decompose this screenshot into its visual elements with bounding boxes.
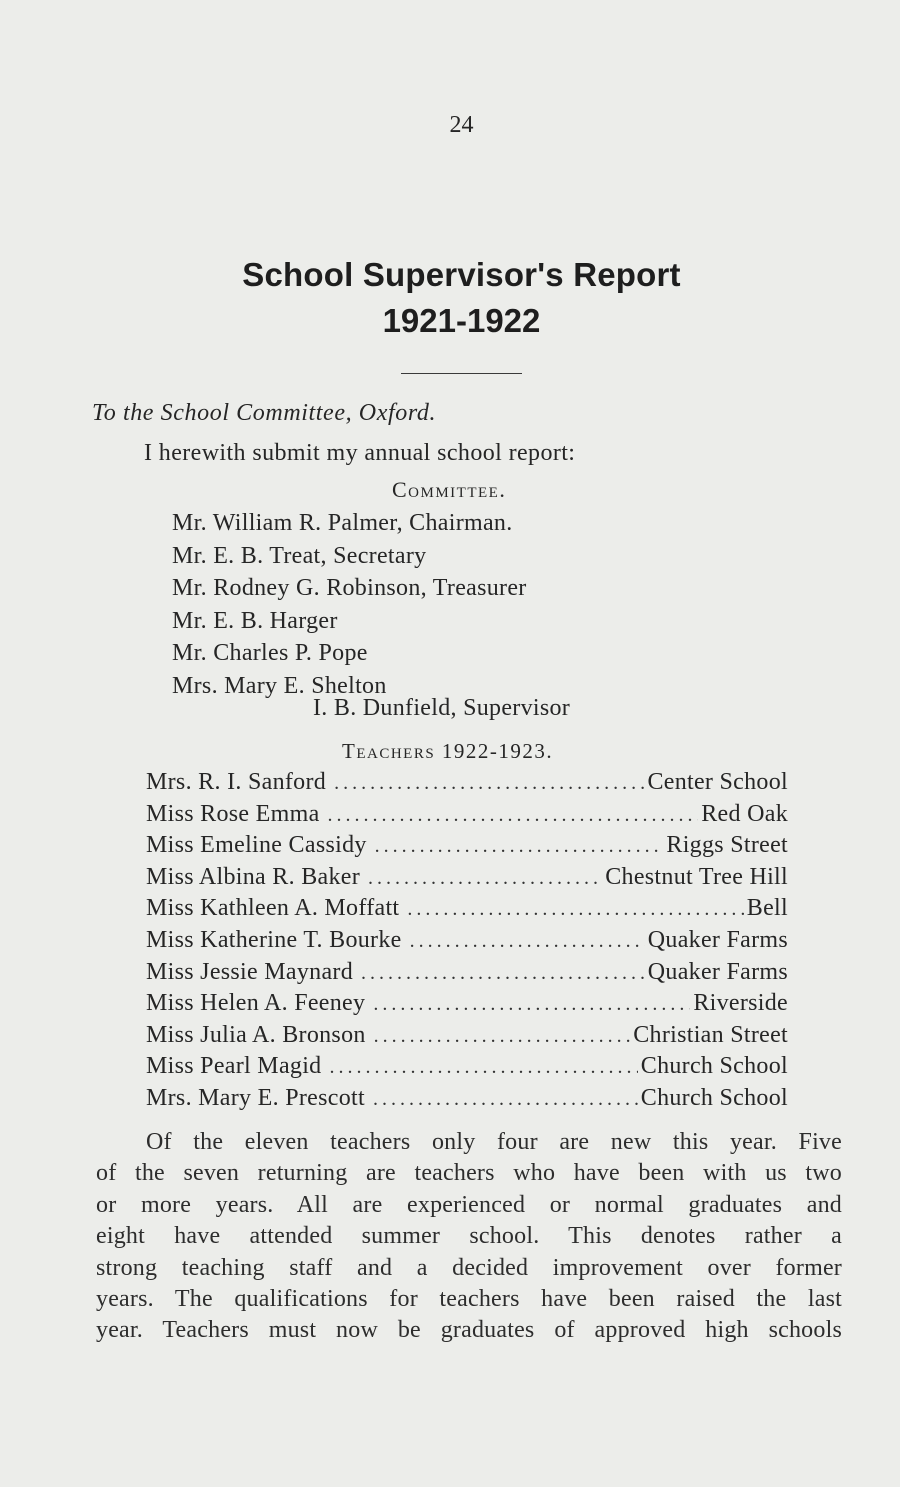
teacher-school: Quaker Farms — [647, 958, 788, 985]
paragraph-line: or more years. All are experienced or normal graduates and — [96, 1191, 842, 1218]
teacher-row — [146, 1051, 788, 1083]
teacher-row — [146, 925, 788, 957]
teacher-name: Miss Pearl Magid — [146, 1053, 322, 1080]
dot-leader — [375, 831, 664, 861]
committee-member: Mr. Charles P. Pope — [172, 640, 368, 666]
report-title-block — [0, 254, 900, 342]
committee-member: Mr. William R. Palmer, Chairman. — [172, 510, 513, 536]
dot-leader — [329, 1052, 637, 1082]
teacher-school: Quaker Farms — [647, 926, 788, 953]
teacher-school: Bell — [746, 895, 788, 922]
dot-leader — [373, 989, 690, 1019]
teacher-school: Riggs Street — [666, 832, 788, 859]
teacher-name: Miss Rose Emma — [146, 800, 320, 827]
teacher-row — [146, 1020, 788, 1052]
supervisor-signature: I. B. Dunfield, Supervisor — [313, 695, 571, 721]
report-title: School Supervisor's Report — [242, 256, 681, 293]
committee-member: Mrs. Mary E. Shelton — [172, 672, 387, 699]
teacher-name: Miss Emeline Cassidy — [146, 832, 367, 859]
teacher-name: Miss Albina R. Baker — [146, 863, 360, 890]
teacher-name: Miss Kathleen A. Moffatt — [146, 895, 400, 922]
teacher-school: Church School — [640, 1053, 788, 1080]
teacher-list — [146, 767, 788, 1115]
teacher-school: Church School — [640, 1084, 788, 1111]
teacher-row — [146, 767, 788, 799]
salutation: To the School Committee, Oxford. — [92, 400, 437, 426]
teacher-school: Christian Street — [633, 1021, 788, 1048]
teacher-name: Miss Julia A. Bronson — [146, 1021, 366, 1048]
teacher-row — [146, 957, 788, 989]
teacher-row — [146, 893, 788, 925]
dot-leader — [373, 1084, 638, 1114]
teacher-row — [146, 830, 788, 862]
committee-heading: Committee. — [392, 477, 507, 502]
teacher-row — [146, 988, 788, 1020]
dot-leader — [410, 926, 645, 956]
teacher-school: Red Oak — [701, 800, 788, 827]
teacher-row — [146, 799, 788, 831]
paragraph-line: of the seven returning are teachers who have been with us two — [96, 1160, 842, 1187]
paragraph-line: eight have attended summer school. This denotes rather a — [96, 1223, 842, 1250]
paragraph-line: strong teaching staff and a decided improvement over former — [96, 1254, 842, 1281]
teacher-school: Riverside — [693, 990, 788, 1017]
intro-line: I herewith submit my annual school report: — [144, 440, 576, 466]
teacher-row — [146, 1083, 788, 1115]
teacher-name: Miss Jessie Maynard — [146, 958, 354, 985]
dot-leader — [368, 863, 602, 893]
teacher-school: Chestnut Tree Hill — [605, 863, 788, 890]
teacher-name: Mrs. R. I. Sanford — [146, 769, 327, 795]
committee-member: Mr. E. B. Treat, Secretary — [172, 542, 427, 569]
body-paragraph — [96, 1127, 842, 1347]
report-year: 1921-1922 — [382, 302, 541, 339]
committee-member: Mr. Rodney G. Robinson, Treasurer — [172, 575, 527, 601]
dot-leader — [334, 768, 644, 798]
paragraph-line: Of the eleven teachers only four are new this year. Five — [146, 1129, 842, 1155]
page-number: 24 — [449, 112, 474, 138]
dot-leader — [361, 958, 645, 988]
dot-leader — [328, 800, 699, 830]
teacher-row — [146, 862, 788, 894]
paragraph-line: years. The qualifications for teachers have been raised the last — [96, 1286, 842, 1313]
teacher-name: Mrs. Mary E. Prescott — [146, 1084, 365, 1111]
committee-list — [172, 507, 527, 702]
paragraph-line: year. Teachers must now be graduates of approved high schools — [96, 1317, 842, 1344]
committee-member: Mr. E. B. Harger — [172, 607, 338, 634]
teacher-name: Miss Katherine T. Bourke — [146, 926, 402, 953]
dot-leader — [374, 1021, 631, 1051]
teachers-heading: Teachers 1922-1923. — [342, 739, 554, 763]
dot-leader — [407, 894, 743, 924]
teacher-school: Center School — [647, 769, 788, 795]
title-divider — [401, 373, 522, 374]
teacher-name: Miss Helen A. Feeney — [146, 990, 366, 1017]
